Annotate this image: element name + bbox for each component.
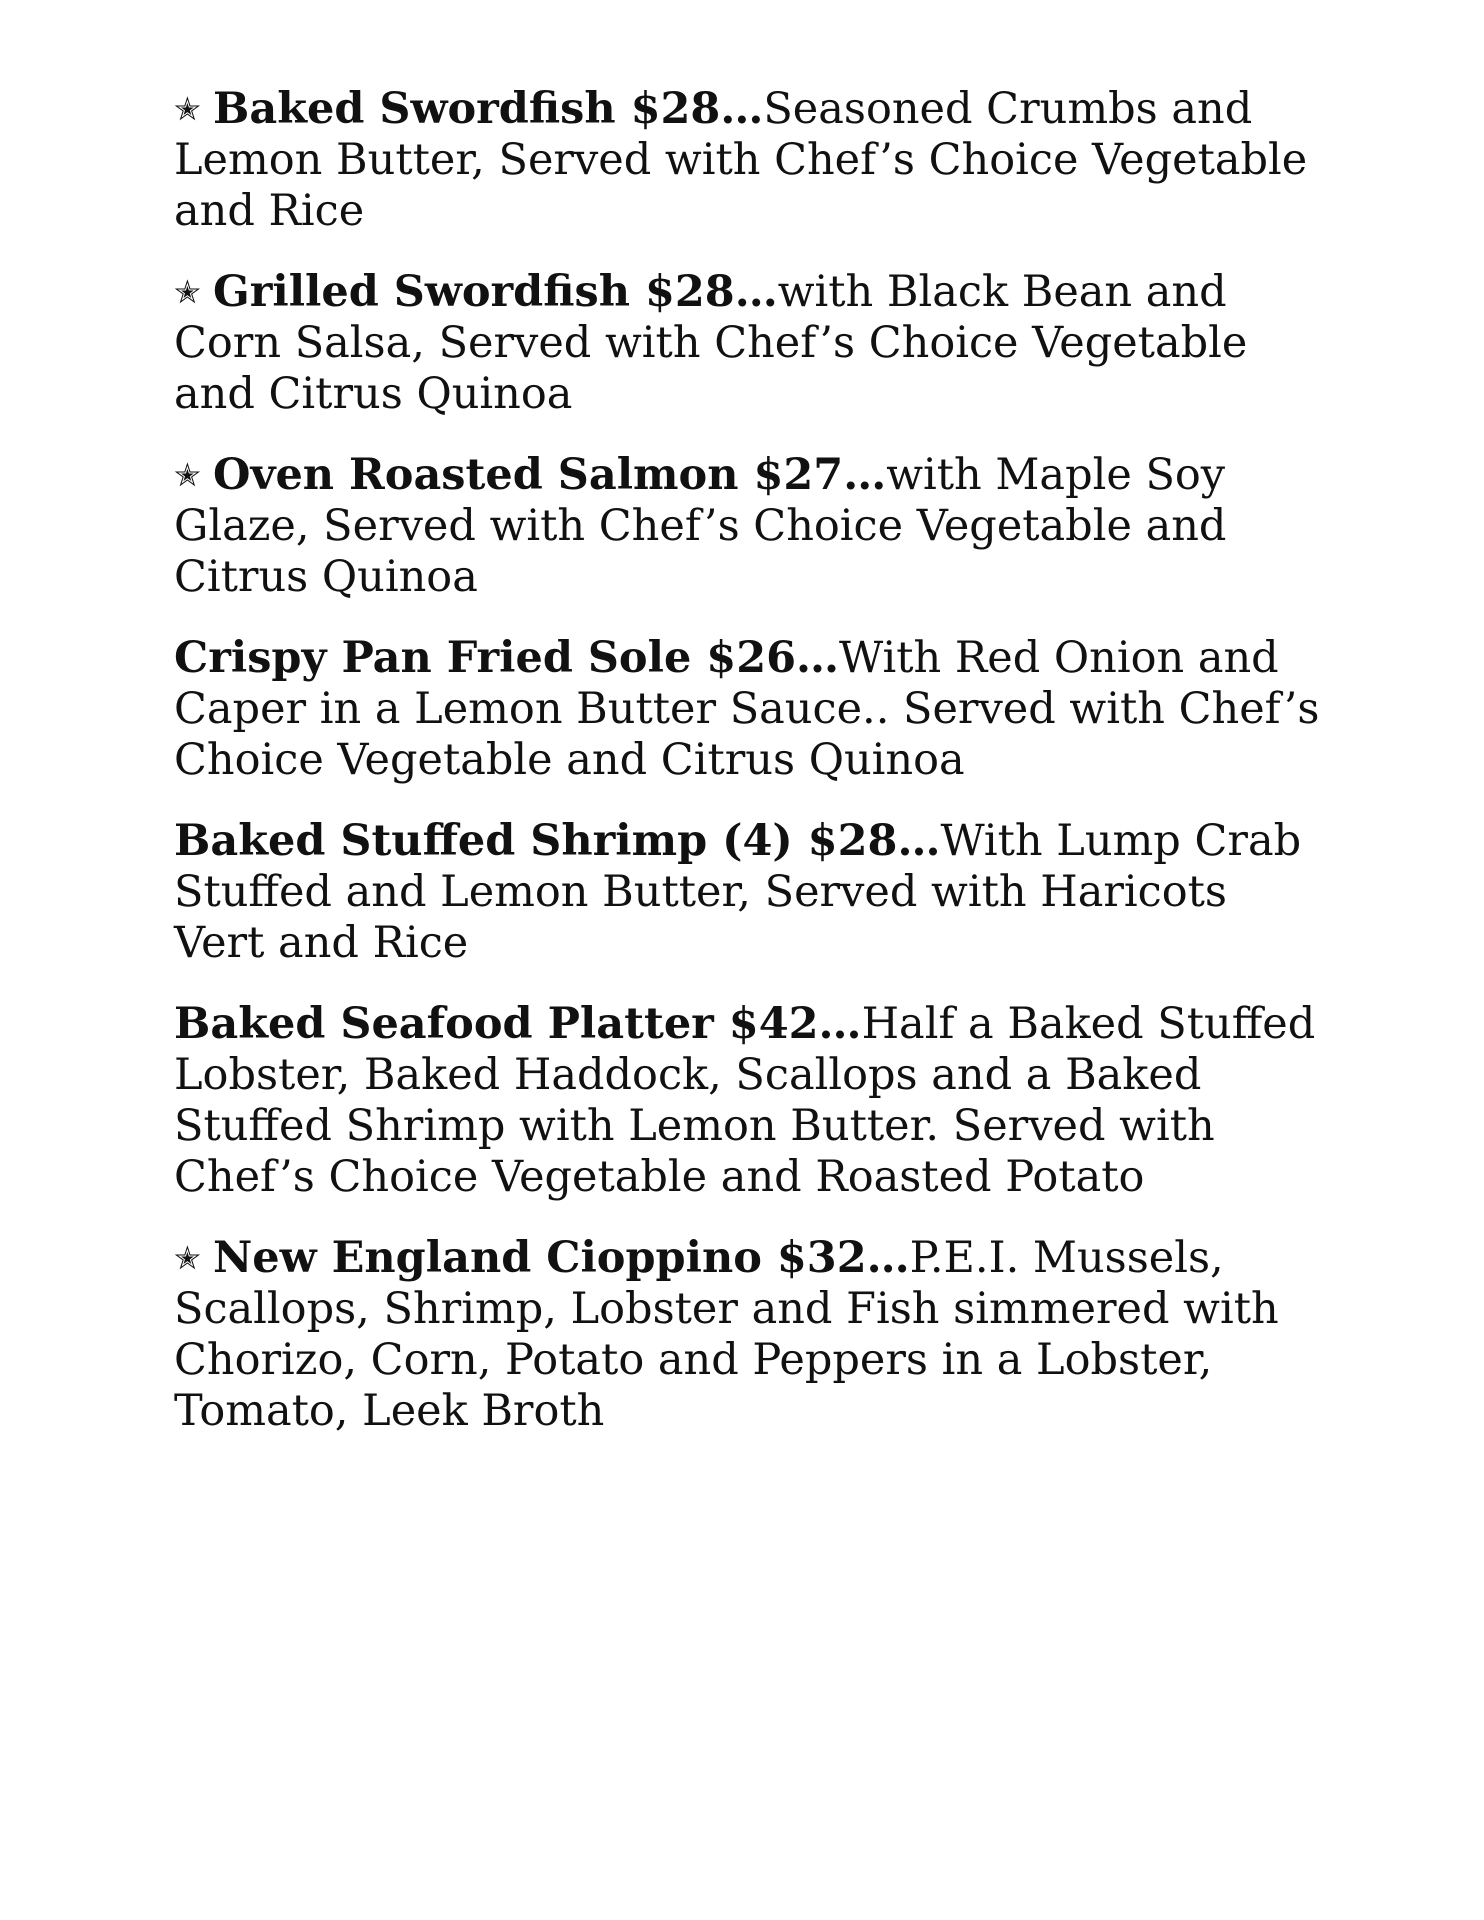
menu-item-title: Crispy Pan Fried Sole $26… [174,633,840,683]
star-icon: ✭ [174,90,201,128]
menu-item-crispy-pan-fried-sole [174,633,1324,786]
menu-item-description: with Black Bean and Corn Salsa, Served with Chef’s Choice Vegetable and Citrus Quinoa [174,267,1248,419]
menu-item-new-england-cioppino [174,1233,1324,1437]
menu-item-baked-swordfish [174,84,1324,237]
menu-item-grilled-swordfish [174,267,1324,420]
star-icon: ✭ [174,273,201,311]
star-icon: ✭ [174,456,201,494]
menu-item-title: Baked Swordfish $28… [213,84,764,134]
menu-page [174,84,1324,1467]
menu-item-title: Oven Roasted Salmon $27… [213,450,887,500]
menu-item-baked-stuffed-shrimp [174,816,1324,969]
menu-item-title: Baked Stuffed Shrimp (4) $28… [174,816,941,866]
menu-item-description: With Red Onion and Caper in a Lemon Butter Sauce.. Served with Chef’s Choice Vegetable and Citrus Quinoa [174,633,1320,785]
menu-item-baked-seafood-platter [174,999,1324,1203]
menu-item-description: Seasoned Crumbs and Lemon Butter, Served with Chef’s Choice Vegetable and Rice [174,84,1308,236]
star-icon: ✭ [174,1239,201,1277]
menu-item-description: with Maple Soy Glaze, Served with Chef’s Choice Vegetable and Citrus Quinoa [174,450,1227,602]
menu-item-oven-roasted-salmon [174,450,1324,603]
menu-item-title: Baked Seafood Platter $42… [174,999,862,1049]
menu-item-title: New England Cioppino $32… [213,1233,910,1283]
menu-item-description: P.E.I. Mussels, Scallops, Shrimp, Lobster and Fish simmered with Chorizo, Corn, Potato and Peppers in a Lobster, Tomato, Leek Broth [174,1233,1279,1436]
menu-item-title: Grilled Swordfish $28… [213,267,778,317]
menu-item-description: Half a Baked Stuffed Lobster, Baked Haddock, Scallops and a Baked Stuffed Shrimp with Lemon Butter. Served with Chef’s Choice Vegetable and Roasted Potato [174,999,1316,1202]
menu-item-description: With Lump Crab Stuffed and Lemon Butter, Served with Haricots Vert and Rice [174,816,1302,968]
